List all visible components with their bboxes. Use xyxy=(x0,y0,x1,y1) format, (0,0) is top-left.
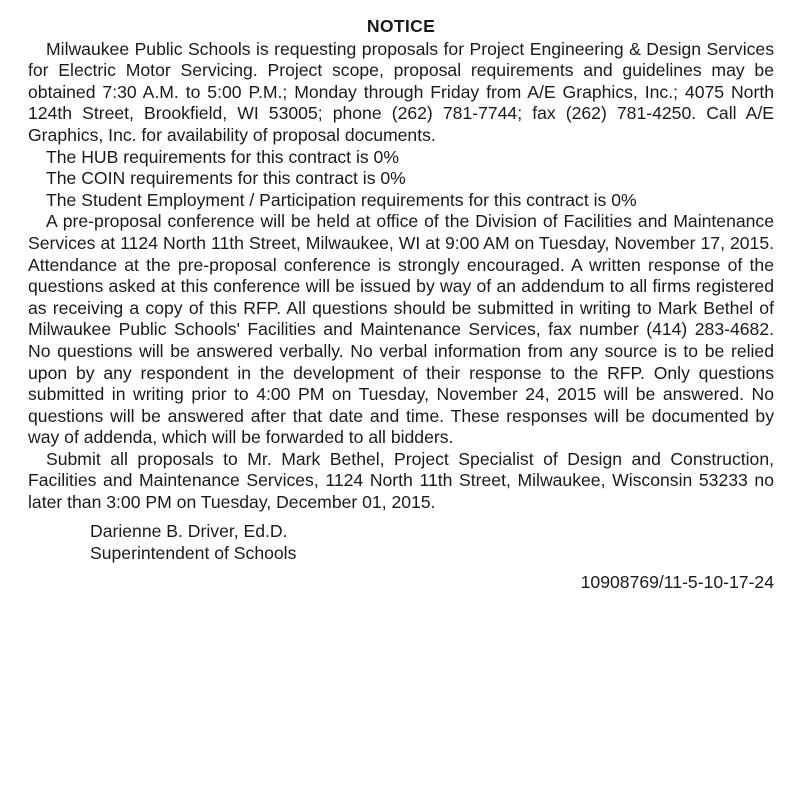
reference-number: 10908769/11-5-10-17-24 xyxy=(580,571,774,592)
paragraph-student-employment-requirement: The Student Employment / Participation requirements for this contract is 0% xyxy=(46,189,637,210)
paragraph-coin-requirement: The COIN requirements for this contract is 0% xyxy=(46,168,406,189)
paragraph-rfp-intro: Milwaukee Public Schools is requesting proposals for Project Engineering & Design Services for Electric Motor Servicing. Project scope, proposal requirements and guidelines may be obtained 7:30 A.M. to 5:00 P.M.; Monday through Friday from A/E Graphics, Inc.; 4075 North 124th Street, Brookfield, WI 53005; phone (262) 781-7744; fax (262) 781-4250. Call A/E Graphics, Inc. for availability of proposal documents. xyxy=(28,38,774,145)
signatory-title: Superintendent of Schools xyxy=(90,542,297,563)
signatory-name: Darienne B. Driver, Ed.D. xyxy=(90,520,288,541)
notice-title: NOTICE xyxy=(366,16,436,36)
legal-notice xyxy=(28,16,774,593)
paragraph-submission-instructions: Submit all proposals to Mr. Mark Bethel, Project Specialist of Design and Construction, Facilities and Maintenance Services, 1124 North 11th Street, Milwaukee, Wisconsin 53233 no later than 3:00 PM on Tuesday, December 01, 2015. xyxy=(28,448,774,513)
paragraph-pre-proposal-conference: A pre-proposal conference will be held at office of the Division of Facilities and Maintenance Services at 1124 North 11th Street, Milwaukee, WI at 9:00 AM on Tuesday, November 17, 2015. Attendance at the pre-proposal conference is strongly encouraged. A written response of the questions asked at this conference will be issued by way of an addendum to all firms registered as receiving a copy of this RFP. All questions should be submitted in writing to Mark Bethel of Milwaukee Public Schools' Facilities and Maintenance Services, fax number (414) 283-4682. No questions will be answered verbally. No verbal information from any source is to be relied upon by any respondent in the development of their response to the RFP. Only questions submitted in writing prior to 4:00 PM on Tuesday, November 24, 2015 will be answered. No questions will be answered after that date and time. These responses will be documented by way of addenda, which will be forwarded to all bidders. xyxy=(28,211,774,448)
paragraph-hub-requirement: The HUB requirements for this contract is 0% xyxy=(46,146,399,167)
signature-block xyxy=(90,520,774,564)
